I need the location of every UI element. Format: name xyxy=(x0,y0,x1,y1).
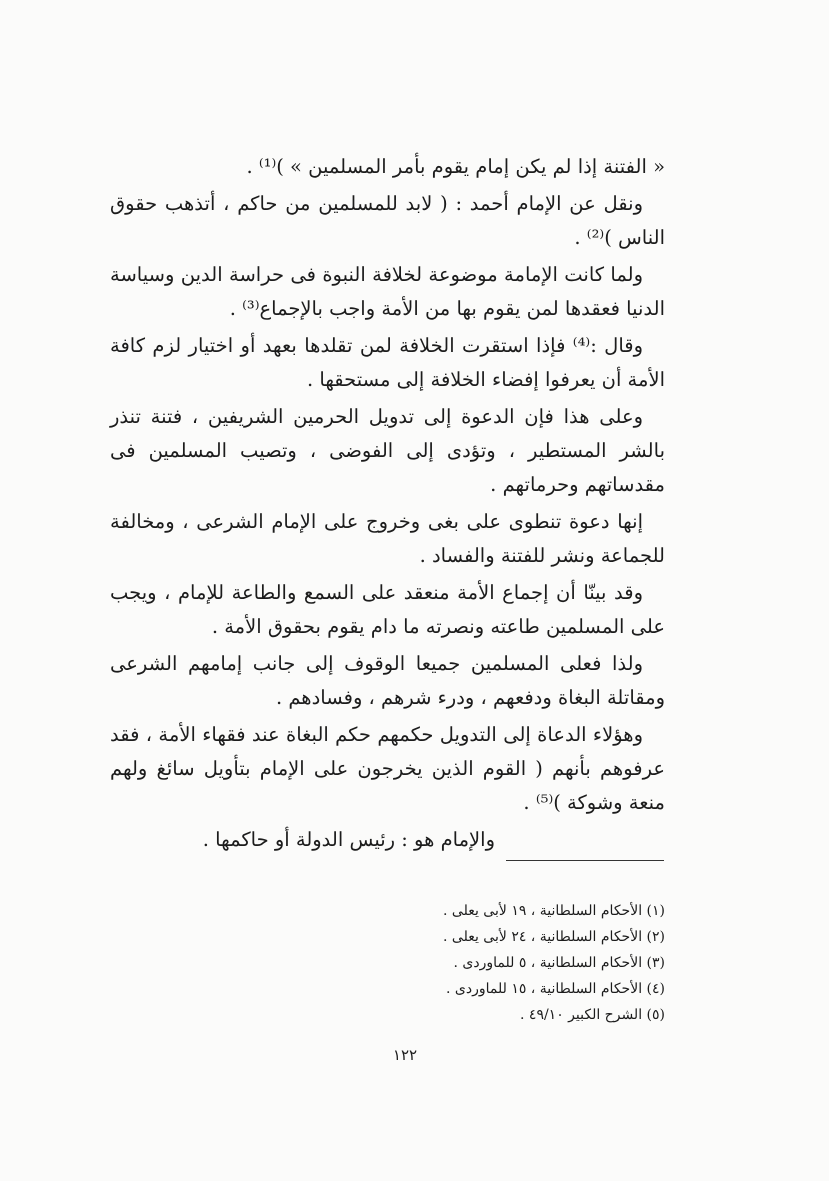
paragraph-10: والإمام هو : رئيس الدولة أو حاكمها . xyxy=(202,828,495,851)
footnote-4: (٤) الأحكام السلطانية ، ١٥ للماوردى . xyxy=(445,981,665,997)
paragraph-1: « الفتنة إذا لم يكن إمام يقوم بأمر المسلمين » )⁽¹⁾ . xyxy=(246,155,665,178)
paragraph-7: وقد بينّا أن إجماع الأمة منعقد على السمع والطاعة للإمام ، ويجب على المسلمين طاعته ونصرته ما دام يقوم بحقوق الأمة . xyxy=(110,581,665,638)
main-text xyxy=(110,150,665,860)
paragraph-9: وهؤلاء الدعاة إلى التدويل حكمهم حكم البغاة عند فقهاء الأمة ، فقد عرفوهم بأنهم ( القوم الذين يخرجون على الإمام بتأويل سائغ ولهم منعة وشوكة )⁽⁵⁾ . xyxy=(110,723,665,814)
paragraph-5: وعلى هذا فإن الدعوة إلى تدويل الحرمين الشريفين ، فتنة تنذر بالشر المستطير ، وتؤدى إلى الفوضى ، وتصيب المسلمين فى مقدساتهم وحرماتهم . xyxy=(110,405,665,496)
footnote-2: (٢) الأحكام السلطانية ، ٢٤ لأبى يعلى . xyxy=(443,929,665,945)
footnote-divider xyxy=(506,860,664,861)
page-number: ١٢٢ xyxy=(392,1046,418,1064)
paragraph-4: وقال :⁽⁴⁾ فإذا استقرت الخلافة لمن تقلدها بعهد أو اختيار لزم كافة الأمة أن يعرفوا إفضاء الخلافة إلى مستحقها . xyxy=(110,334,665,391)
footnote-1: (١) الأحكام السلطانية ، ١٩ لأبى يعلى . xyxy=(443,903,665,919)
paragraph-2: ونقل عن الإمام أحمد : ( لابد للمسلمين من حاكم ، أتذهب حقوق الناس )⁽²⁾ . xyxy=(110,192,665,249)
footnote-3: (٣) الأحكام السلطانية ، ٥ للماوردى . xyxy=(453,955,665,971)
paragraph-3: ولما كانت الإمامة موضوعة لخلافة النبوة فى حراسة الدين وسياسة الدنيا فعقدها لمن يقوم بها من الأمة واجب بالإجماع⁽³⁾ . xyxy=(110,263,665,320)
footnote-5: (٥) الشرح الكبير ٤٩/١٠ . xyxy=(520,1007,665,1023)
paragraph-6: إنها دعوة تنطوى على بغى وخروج على الإمام الشرعى ، ومخالفة للجماعة ونشر للفتنة والفساد . xyxy=(110,510,665,567)
footnotes xyxy=(420,898,665,1028)
paragraph-8: ولذا فعلى المسلمين جميعا الوقوف إلى جانب إمامهم الشرعى ومقاتلة البغاة ودفعهم ، ودرء شرهم ، وفسادهم . xyxy=(110,652,665,709)
